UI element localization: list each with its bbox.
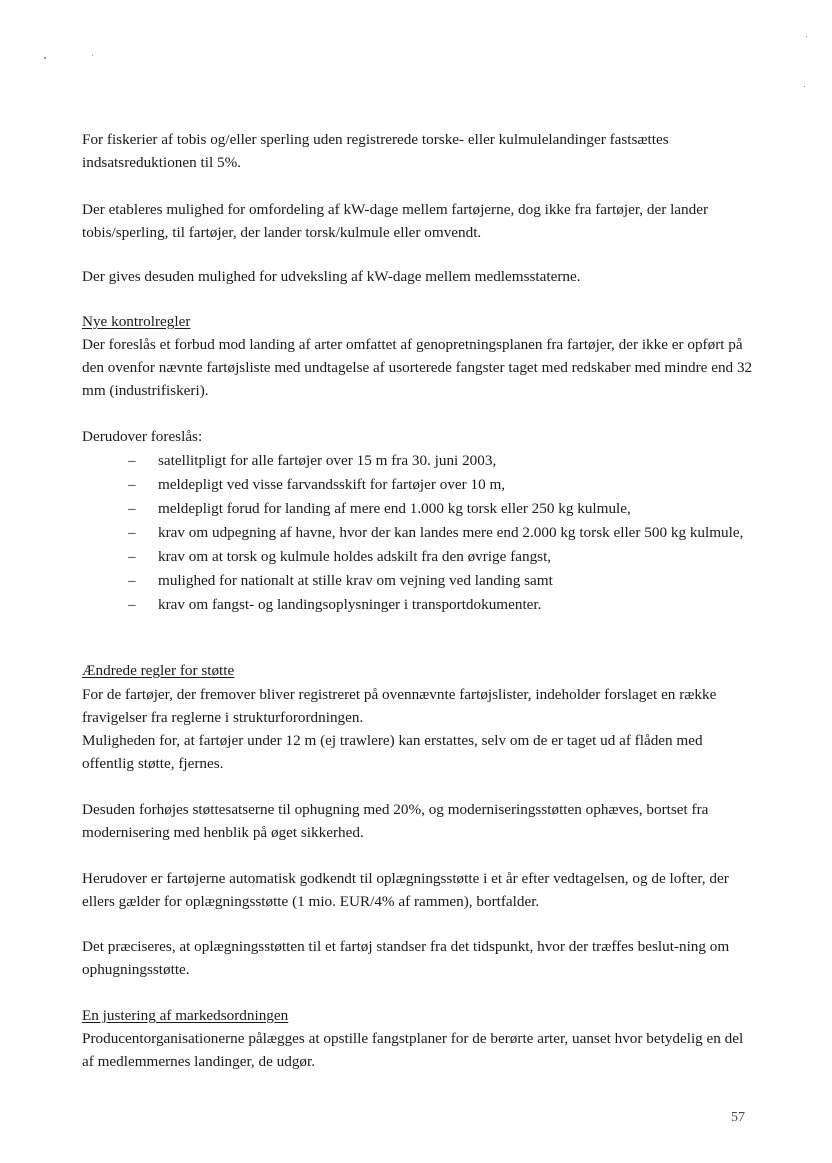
list-item: – krav om udpegning af havne, hvor der kan landes mere end 2.000 kg torsk eller 500 kg kulmule,	[128, 521, 748, 545]
paragraph-tobis: For fiskerier af tobis og/eller sperling uden registrerede torske- eller kulmulelandinger fastsættes indsatsreduktionen til 5%.	[82, 131, 669, 171]
paragraph-erstatning: Muligheden for, at fartøjer under 12 m (ej trawlere) kan erstattes, selv om de er taget ud af flåden med offentlig støtte, fjernes.	[82, 732, 703, 772]
heading-markedsordning: En justering af markedsordningen	[82, 1007, 289, 1024]
control-rules-list	[128, 449, 748, 617]
scan-speck	[804, 86, 805, 87]
heading-kontrolregler: Nye kontrolregler	[82, 313, 191, 330]
paragraph-derudover: Derudover foreslås:	[82, 428, 203, 445]
list-item: – meldepligt ved visse farvandsskift for fartøjer over 10 m,	[128, 473, 748, 497]
list-item: – mulighed for nationalt at stille krav om vejning ved landing samt	[128, 569, 748, 593]
scan-speck	[44, 57, 46, 59]
list-item: – satellitpligt for alle fartøjer over 15 m fra 30. juni 2003,	[128, 449, 748, 473]
scan-speck	[806, 36, 807, 37]
paragraph-fangstplaner: Producentorganisationerne pålægges at opstille fangstplaner for de berørte arter, uanset hvor betydelig en del af medlemmernes landinger, de udgør.	[82, 1030, 744, 1070]
paragraph-forbud: Der foreslås et forbud mod landing af arter omfattet af genopretningsplanen fra fartøjer, der ikke er opført på den ovenfor nævnte fartøjsliste med undtagelse af usorterede fangster taget med redskaber med mindre end 32 mm (industrifiskeri).	[82, 336, 753, 399]
paragraph-oplaegning: Herudover er fartøjerne automatisk godkendt til oplægningsstøtte i et år efter vedtagelsen, og de lofter, der ellers gælder for oplægningsstøtte (1 mio. EUR/4% af rammen), bortfalder.	[82, 870, 729, 910]
paragraph-fravigelser: For de fartøjer, der fremover bliver registreret på ovennævnte fartøjslister, indeholder forslaget en række fravigelser fra reglerne i strukturforordningen.	[82, 686, 717, 726]
list-item: – krav om at torsk og kulmule holdes adskilt fra den øvrige fangst,	[128, 545, 748, 569]
paragraph-stoettesatser: Desuden forhøjes støttesatserne til ophugning med 20%, og moderniseringsstøtten ophæves, bortset fra modernisering med henblik på øget sikkerhed.	[82, 801, 709, 841]
list-item: – krav om fangst- og landingsoplysninger i transportdokumenter.	[128, 593, 748, 617]
paragraph-praecisering: Det præciseres, at oplægningsstøtten til et fartøj standser fra det tidspunkt, hvor der træffes beslut-ning om ophugningsstøtte.	[82, 938, 730, 978]
heading-stoette: Ændrede regler for støtte	[82, 662, 235, 679]
paragraph-omfordeling: Der etableres mulighed for omfordeling af kW-dage mellem fartøjerne, dog ikke fra fartøjer, der lander tobis/sperling, til fartøjer, der lander torsk/kulmule eller omvendt.	[82, 201, 709, 241]
list-item: – meldepligt forud for landing af mere end 1.000 kg torsk eller 250 kg kulmule,	[128, 497, 748, 521]
paragraph-udveksling: Der gives desuden mulighed for udveksling af kW-dage mellem medlemsstaterne.	[82, 268, 581, 285]
scan-speck	[92, 55, 93, 56]
page-number: 57	[731, 1110, 745, 1125]
